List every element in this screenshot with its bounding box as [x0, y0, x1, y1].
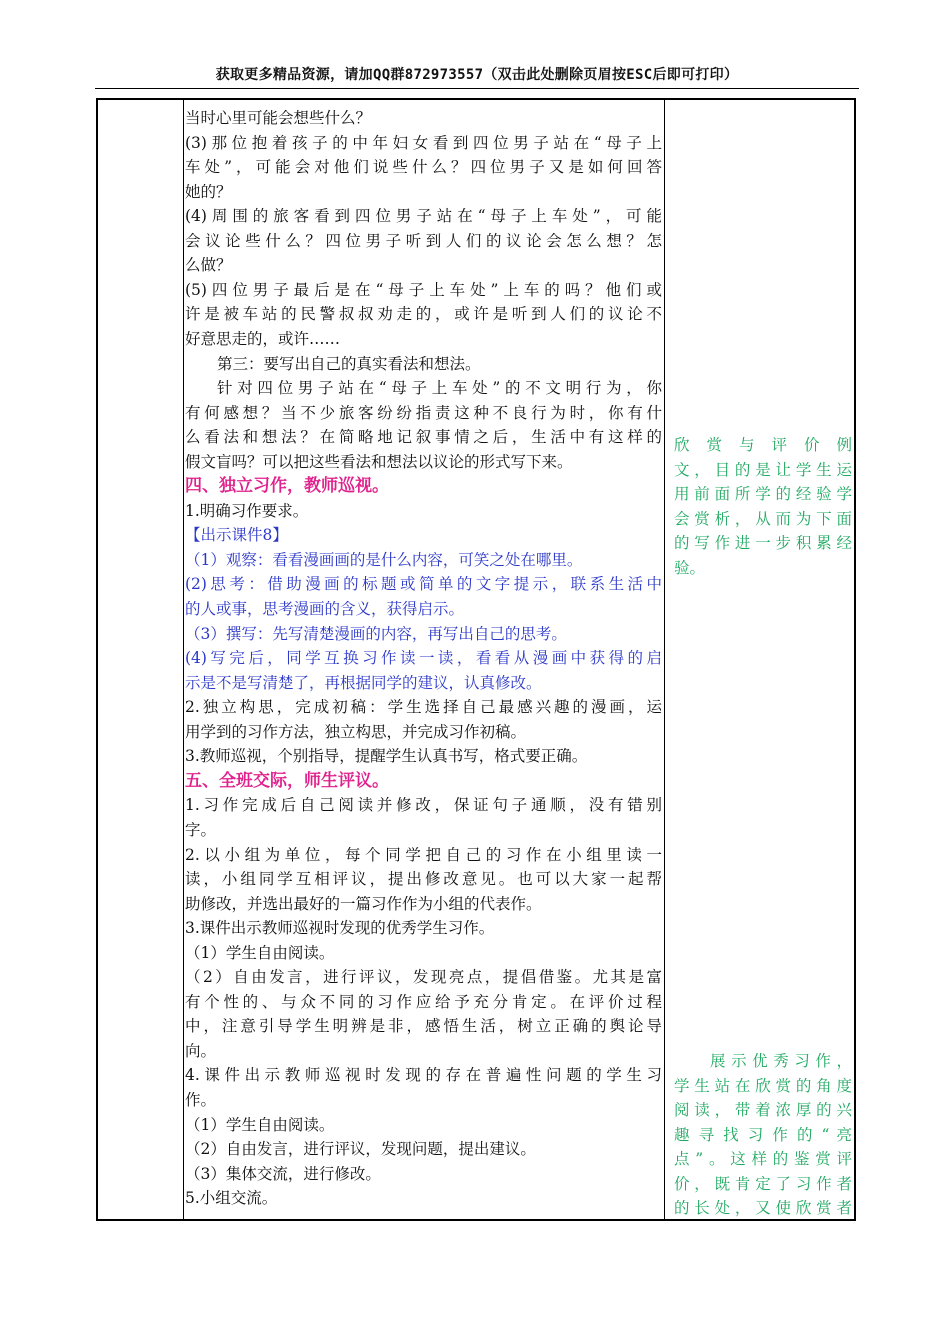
content-line: 向。	[185, 1041, 217, 1060]
content-line: 么做？	[185, 256, 232, 275]
content-line: (4)周围的旅客看到四位男子站在“母子上车处”，可能	[185, 207, 662, 226]
content-line: 有何感想？当不少旅客纷纷指责这种不良行为时，你有什	[185, 403, 662, 422]
content-line: 用学到的习作方法，独立构思，并完成习作初稿。	[185, 722, 527, 741]
content-line: 么看法和想法？在简略地记叙事情之后，生活中有这样的	[185, 428, 662, 447]
content-line: 的人或事，思考漫画的含义，获得启示。	[185, 600, 465, 618]
design-notes-column	[666, 100, 856, 1219]
note-line: 验。	[674, 558, 706, 577]
note-line: 趣 寻 找 习 作 的 “ 亮	[674, 1125, 852, 1144]
content-line: 【出示课件8】	[185, 526, 288, 545]
note-line: 学生站在欣赏的角度	[674, 1076, 852, 1095]
content-line: （1）学生自由阅读。	[185, 943, 335, 962]
note-line: 阅读，带着浓厚的兴	[674, 1101, 852, 1120]
content-line: 1.明确习作要求。	[185, 501, 309, 520]
content-line: 车处”，可能会对他们说些什么？四位男子又是如何回答	[185, 158, 662, 177]
content-line: 4.课件出示教师巡视时发现的存在普遍性问题的学生习	[185, 1066, 662, 1085]
content-line: 当时心里可能会想些什么？	[185, 109, 372, 127]
content-line: （2）自由发言，进行评议，发现问题，提出建议。	[185, 1140, 536, 1159]
content-line: （3）集体交流，进行修改。	[185, 1164, 381, 1183]
content-line: （1）观察：看看漫画画的是什么内容，可笑之处在哪里。	[185, 550, 583, 569]
page-header: 获取更多精品资源，请加QQ群872973557（双击此处删除页眉按ESC后即可打印）	[215, 67, 739, 83]
content-line: 3.课件出示教师巡视时发现的优秀学生习作。	[185, 919, 495, 938]
content-line: 助修改，并选出最好的一篇习作作为小组的代表作。	[185, 894, 542, 913]
content-line: 1.习作完成后自己阅读并修改，保证句子通顺，没有错别	[185, 796, 662, 815]
content-line: 她的？	[185, 182, 232, 201]
section-heading: 五、全班交际，师生评议。	[185, 770, 389, 791]
content-line: 3.教师巡视，个别指导，提醒学生认真书写，格式要正确。	[185, 747, 588, 766]
content-line: 好意思走的，或许……	[185, 329, 341, 348]
note-line: 的长处，又使欣赏者	[674, 1199, 852, 1218]
note-line: 用前面所学的经验学	[674, 485, 852, 504]
content-line: 许是被车站的民警叔叔劝走的，或许是听到人们的议论不	[185, 305, 662, 324]
section-heading: 四、独立习作，教师巡视。	[185, 476, 389, 497]
content-line: (5)四位男子最后是在“母子上车处”上车的吗？他们或	[185, 280, 662, 299]
content-line: （2）自由发言，进行评议，发现亮点，提倡借鉴。尤其是富	[185, 968, 662, 987]
content-line: 5.小组交流。	[185, 1189, 278, 1208]
content-line: 假文盲吗？可以把这些看法和想法以议论的形式写下来。	[185, 452, 573, 471]
lesson-table	[96, 98, 856, 1221]
content-line: 示是不是写清楚了，再根据同学的建议，认真修改。	[185, 673, 542, 692]
content-line: 针对四位男子站在“母子上车处”的不文明行为，你	[217, 379, 662, 398]
content-line: 字。	[185, 820, 217, 839]
content-line: （3）撰写：先写清楚漫画的内容，再写出自己的思考。	[185, 624, 567, 643]
note-line: 欣 赏 与 评 价 例	[674, 436, 852, 454]
content-line: 有个性的、与众不同的习作应给予充分肯定。在评价过程	[185, 992, 662, 1011]
content-line: (2)思考：借助漫画的标题或简单的文字提示，联系生活中	[185, 575, 662, 594]
content-line: 2.以小组为单位，每个同学把自己的习作在小组里读一	[185, 845, 662, 864]
content-line: (4)写完后，同学互换习作读一读，看看从漫画中获得的启	[185, 649, 662, 668]
content-line: 第三：要写出自己的真实看法和想法。	[217, 354, 481, 373]
note-line: 的写作进一步积累经	[674, 534, 852, 553]
content-line: 会议论些什么？四位男子听到人们的议论会怎么想？怎	[185, 231, 662, 250]
content-line: （1）学生自由阅读。	[185, 1115, 335, 1134]
content-line: 作。	[185, 1091, 217, 1109]
header-rule	[95, 88, 859, 89]
content-line: 2.独立构思，完成初稿：学生选择自己最感兴趣的漫画，运	[185, 698, 662, 717]
content-line: (3)那位抱着孩子的中年妇女看到四位男子站在“母子上	[185, 133, 662, 152]
note-line: 展示优秀习作，	[710, 1052, 852, 1070]
content-line: 中，注意引导学生明辨是非，感悟生活，树立正确的舆论导	[185, 1017, 662, 1036]
note-line: 点”。这样的鉴赏评	[674, 1150, 852, 1169]
note-line: 会赏析，从而为下面	[674, 509, 852, 528]
column-divider-left	[183, 100, 184, 1219]
note-line: 文，目的是让学生运	[674, 460, 852, 479]
note-line: 价，既肯定了习作者	[674, 1174, 852, 1193]
content-line: 读，小组同学互相评议，提出修改意见。也可以大家一起帮	[185, 870, 662, 889]
